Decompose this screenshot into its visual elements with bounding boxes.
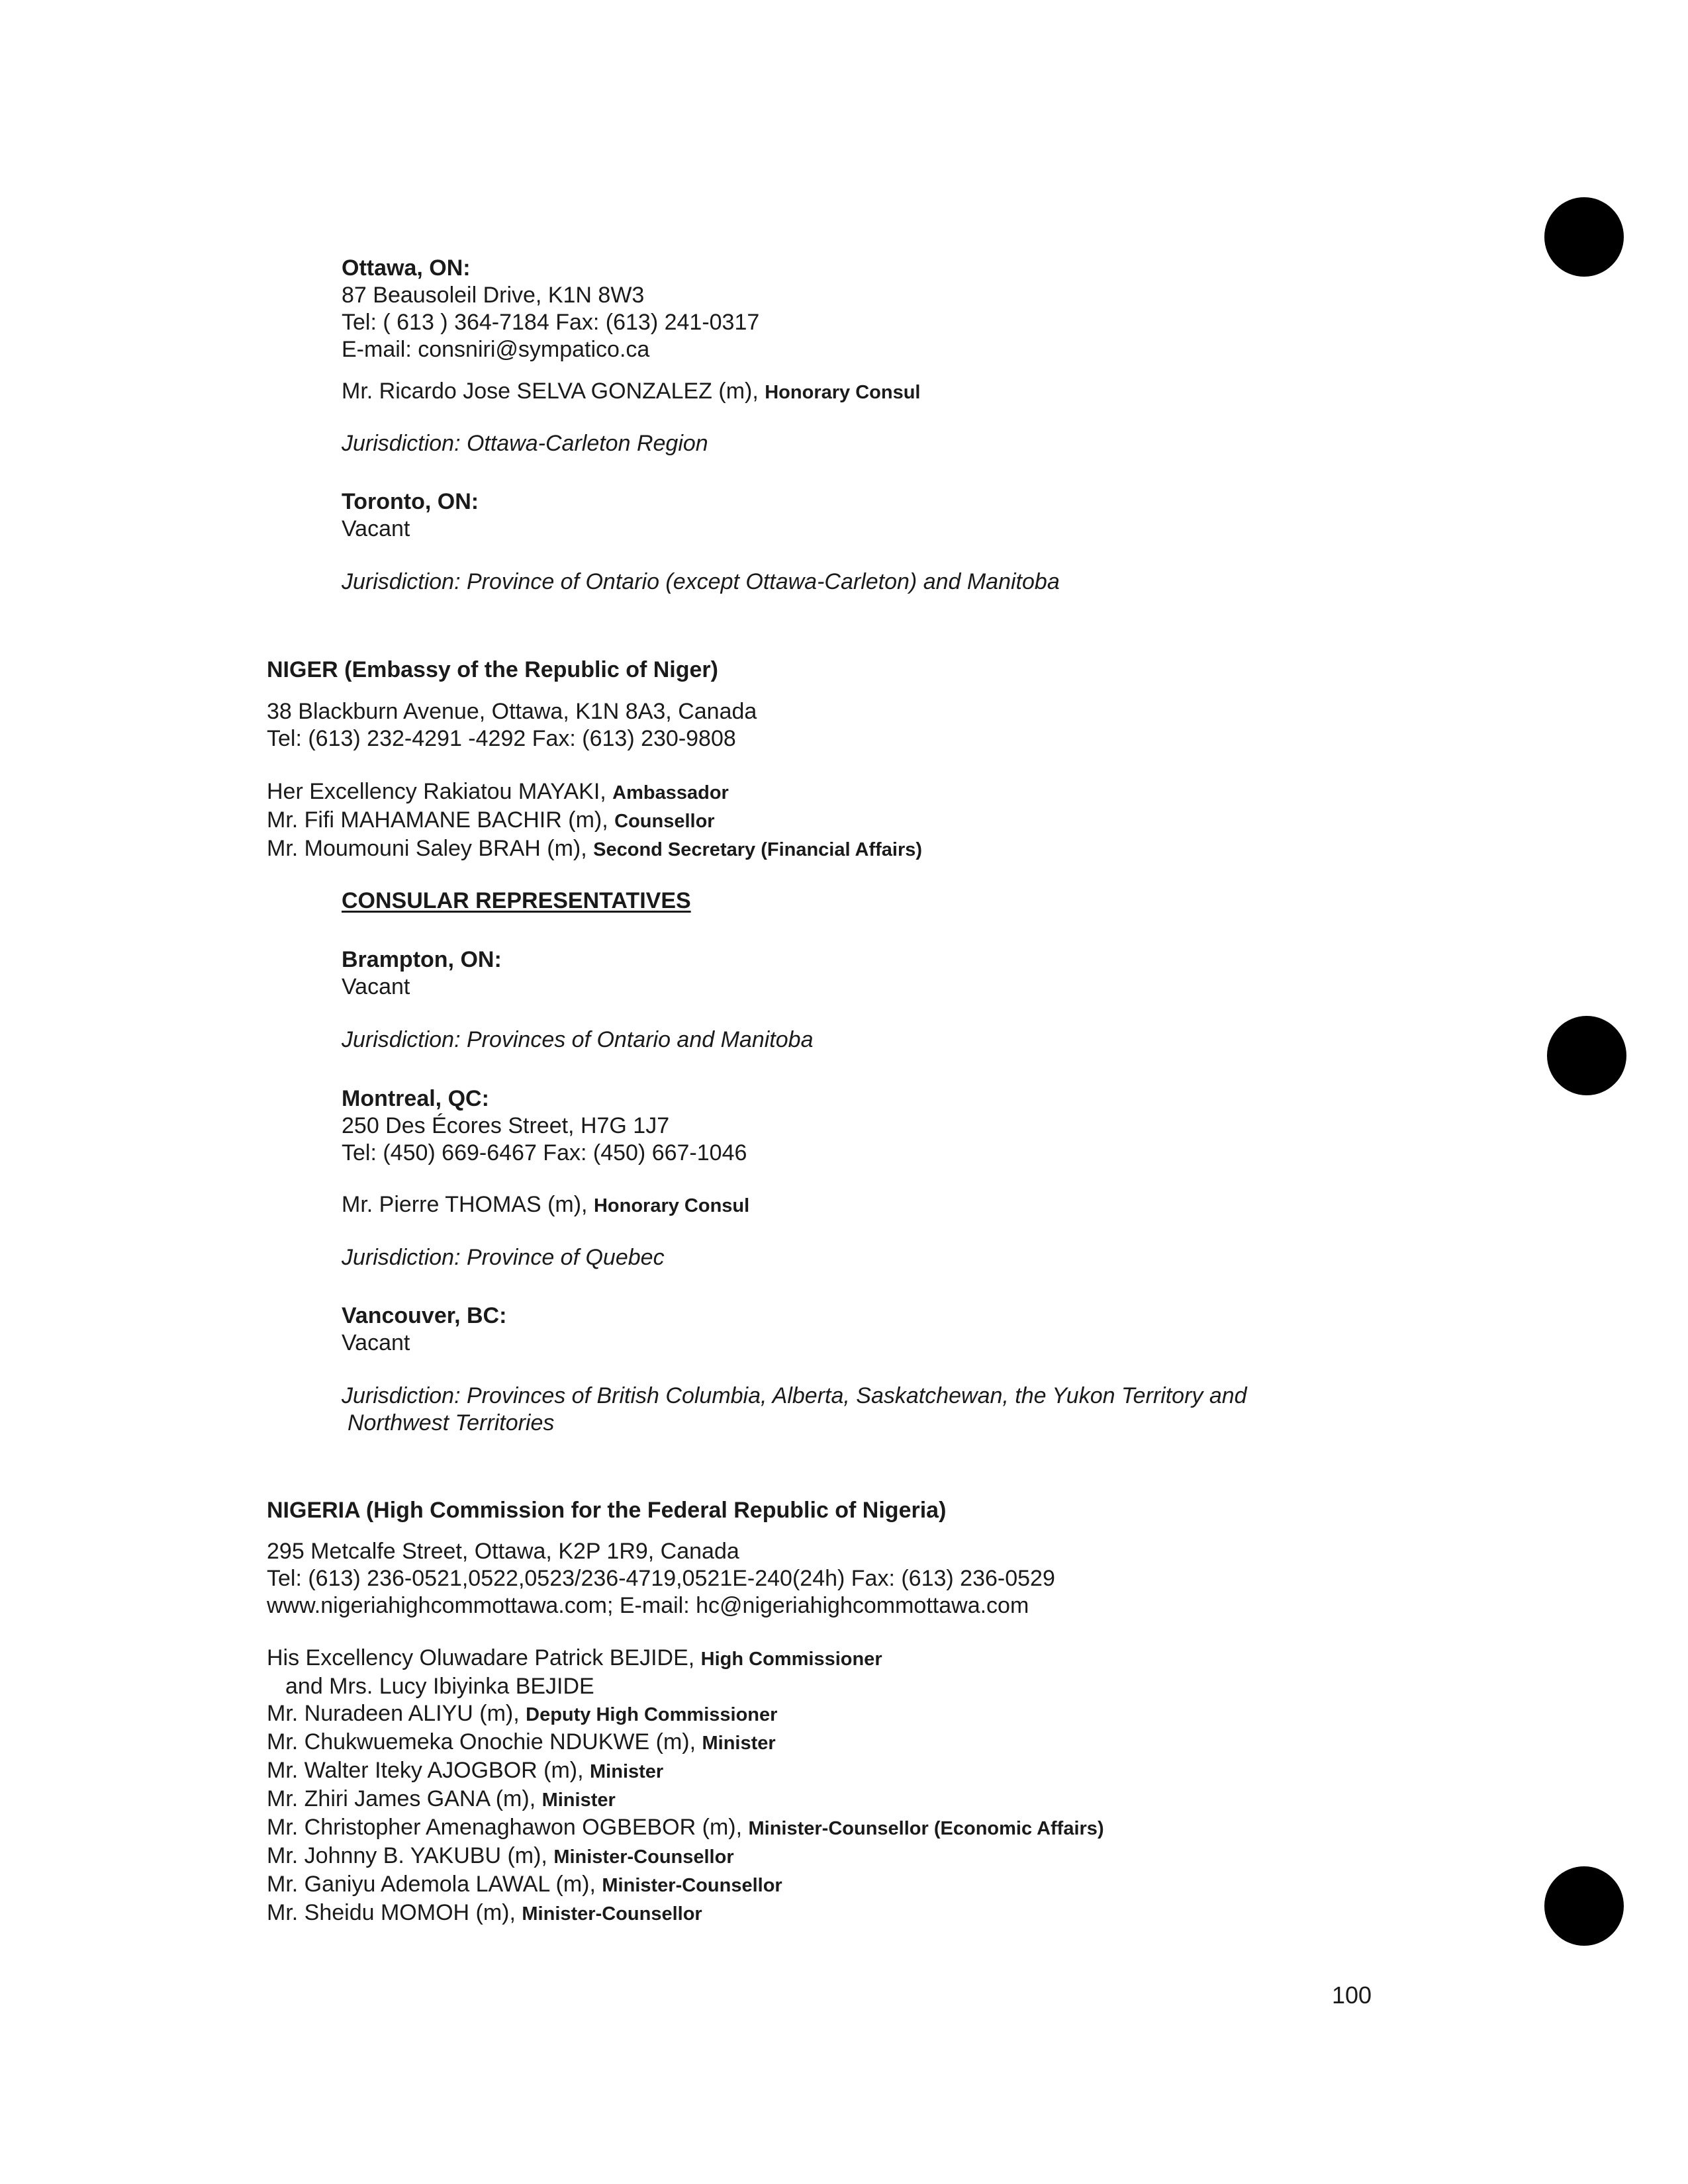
niger-staff-list [267,778,922,864]
montreal-consul [342,1191,749,1220]
staff-role: Deputy High Commissioner [526,1704,778,1725]
punch-hole-top [1544,197,1624,277]
brampton-jurisdiction: Jurisdiction: Provinces of Ontario and Manitoba [342,1027,814,1052]
ottawa-jurisdiction: Jurisdiction: Ottawa-Carleton Region [342,431,708,456]
staff-name: Mr. Christopher Amenaghawon OGBEBOR (m), [267,1815,743,1840]
nigeria-staff-row [267,1757,1104,1786]
staff-role: Minister-Counsellor [553,1846,734,1868]
punch-hole-bottom [1544,1866,1624,1946]
staff-role: Counsellor [614,811,715,832]
ottawa-consul-name: Mr. Ricardo Jose SELVA GONZALEZ (m), [342,379,759,404]
staff-role: High Commissioner [700,1649,882,1670]
staff-role: Ambassador [612,782,729,803]
nigeria-staff-row [267,1871,1104,1899]
staff-name: Mr. Chukwuemeka Onochie NDUKWE (m), [267,1729,696,1754]
montreal-heading: Montreal, QC: [342,1086,489,1111]
staff-name: Mr. Nuradeen ALIYU (m), [267,1701,520,1726]
staff-name: Mr. Ganiyu Ademola LAWAL (m), [267,1872,596,1897]
vancouver-jurisdiction [342,1383,1247,1437]
niger-title: NIGER (Embassy of the Republic of Niger) [267,657,718,682]
nigeria-title: NIGERIA (High Commission for the Federal Republic of Nigeria) [267,1498,947,1523]
brampton-block [342,946,502,1001]
montreal-phone: Tel: (450) 669-6467 Fax: (450) 667-1046 [342,1140,747,1165]
nigeria-staff-row [267,1899,1104,1928]
toronto-heading: Toronto, ON: [342,489,479,514]
page-number: 100 [1332,1981,1372,2009]
staff-role: Minister-Counsellor (Economic Affairs) [748,1818,1104,1839]
ottawa-consul-role: Honorary Consul [765,382,921,403]
staff-name: His Excellency Oluwadare Patrick BEJIDE, [267,1645,695,1670]
ottawa-block [342,255,759,363]
brampton-status: Vacant [342,974,410,999]
staff-name: Her Excellency Rakiatou MAYAKI, [267,779,606,804]
montreal-address: 250 Des Écores Street, H7G 1J7 [342,1113,670,1138]
staff-role: Minister-Counsellor [602,1875,782,1896]
ottawa-email: E-mail: consniri@sympatico.ca [342,337,650,362]
vancouver-jurisdiction-line-1: Jurisdiction: Provinces of British Columbia, Alberta, Saskatchewan, the Yukon Territory and [342,1383,1247,1408]
vancouver-status: Vacant [342,1330,410,1355]
staff-name: Mr. Moumouni Saley BRAH (m), [267,836,587,861]
niger-address-line: 38 Blackburn Avenue, Ottawa, K1N 8A3, Canada [267,699,757,724]
nigeria-spouse-row: and Mrs. Lucy Ibiyinka BEJIDE [285,1674,594,1699]
vancouver-block [342,1302,506,1357]
ottawa-consul [342,378,920,406]
staff-name: Mr. Zhiri James GANA (m), [267,1786,536,1811]
nigeria-hc-row [267,1645,1104,1673]
niger-phone-line: Tel: (613) 232-4291 -4292 Fax: (613) 230-9808 [267,726,736,751]
niger-staff-row [267,835,922,864]
vancouver-jurisdiction-line-2: Northwest Territories [348,1410,555,1435]
nigeria-staff-row [267,1843,1104,1871]
toronto-status: Vacant [342,516,410,541]
nigeria-address-line: 295 Metcalfe Street, Ottawa, K2P 1R9, Canada [267,1539,739,1564]
niger-staff-row [267,778,922,807]
staff-role: Second Secretary (Financial Affairs) [593,839,923,860]
toronto-jurisdiction: Jurisdiction: Province of Ontario (except Ottawa-Carleton) and Manitoba [342,569,1060,594]
montreal-jurisdiction: Jurisdiction: Province of Quebec [342,1245,665,1270]
montreal-block [342,1085,747,1167]
nigeria-staff-row [267,1729,1104,1757]
nigeria-web-email-line: www.nigeriahighcommottawa.com; E-mail: hc@nigeriahighcommottawa.com [267,1593,1029,1618]
niger-address [267,698,757,752]
consular-representatives-heading: CONSULAR REPRESENTATIVES [342,888,691,913]
staff-role: Minister [541,1790,616,1811]
vancouver-heading: Vancouver, BC: [342,1303,507,1328]
nigeria-staff-row [267,1700,1104,1729]
nigeria-staff-row [267,1814,1104,1843]
staff-name: Mr. Walter Iteky AJOGBOR (m), [267,1758,584,1783]
ottawa-address: 87 Beausoleil Drive, K1N 8W3 [342,283,645,308]
staff-name: Mr. Sheidu MOMOH (m), [267,1900,516,1925]
niger-staff-row [267,807,922,835]
nigeria-staff-row [267,1786,1104,1814]
ottawa-phone: Tel: ( 613 ) 364-7184 Fax: (613) 241-0317 [342,310,760,335]
nigeria-staff-list [267,1645,1104,1928]
montreal-consul-name: Mr. Pierre THOMAS (m), [342,1192,588,1217]
staff-name: Mr. Johnny B. YAKUBU (m), [267,1843,547,1868]
staff-role: Minister [590,1761,664,1782]
staff-role: Minister [702,1733,776,1754]
ottawa-heading: Ottawa, ON: [342,255,471,281]
staff-role: Minister-Counsellor [522,1903,702,1925]
brampton-heading: Brampton, ON: [342,947,502,972]
montreal-consul-role: Honorary Consul [593,1195,750,1216]
nigeria-address [267,1538,1055,1619]
punch-hole-middle [1547,1016,1626,1095]
toronto-block [342,488,479,543]
staff-name: Mr. Fifi MAHAMANE BACHIR (m), [267,807,608,833]
nigeria-phone-line: Tel: (613) 236-0521,0522,0523/236-4719,0521E-240(24h) Fax: (613) 236-0529 [267,1566,1055,1591]
